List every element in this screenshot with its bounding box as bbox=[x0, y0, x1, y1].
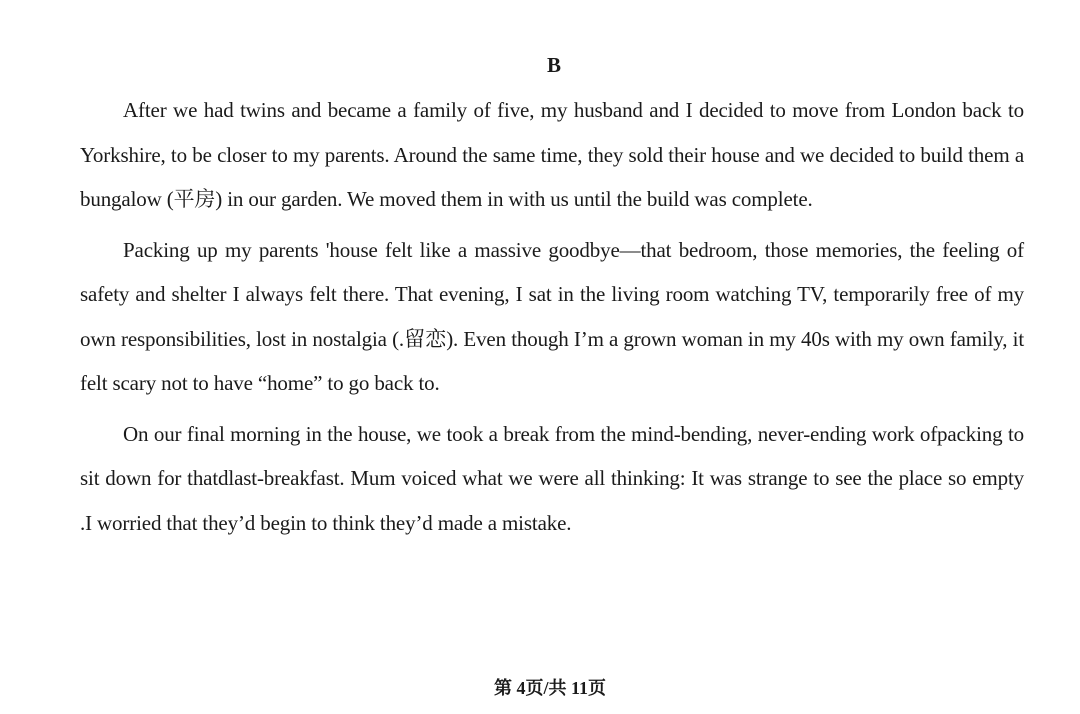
passage-body bbox=[80, 88, 1024, 551]
section-label: B bbox=[546, 53, 561, 77]
paragraph-1: After we had twins and became a family of five, my husband and I decided to move from London back to Yorkshire, to be closer to my parents. Around the same time, they sold their house and we decided to build them a bungalow (平房) in our garden. We moved them in with us until the build was complete. bbox=[80, 98, 1024, 211]
paragraph-3: On our final morning in the house, we took a break from the mind-bending, never-ending work ofpacking to sit down for thatdlast-breakfast. Mum voiced what we were all thinking: It was strange to see the place so empty .I worried that they’d begin to think they’d made a mistake. bbox=[80, 421, 1024, 535]
page-number-footer: 第 4页/共 11页 bbox=[493, 678, 606, 698]
paragraph-2: Packing up my parents 'house felt like a massive goodbye—that bedroom, those memories, the feeling of safety and shelter I always felt there. That evening, I sat in the living room watching TV, temporarily free of my own responsibilities, lost in nostalgia (.留恋). Even though I’m a grown woman in my 40s with my own family, it felt scary not to have “home” to go back to. bbox=[80, 237, 1024, 395]
